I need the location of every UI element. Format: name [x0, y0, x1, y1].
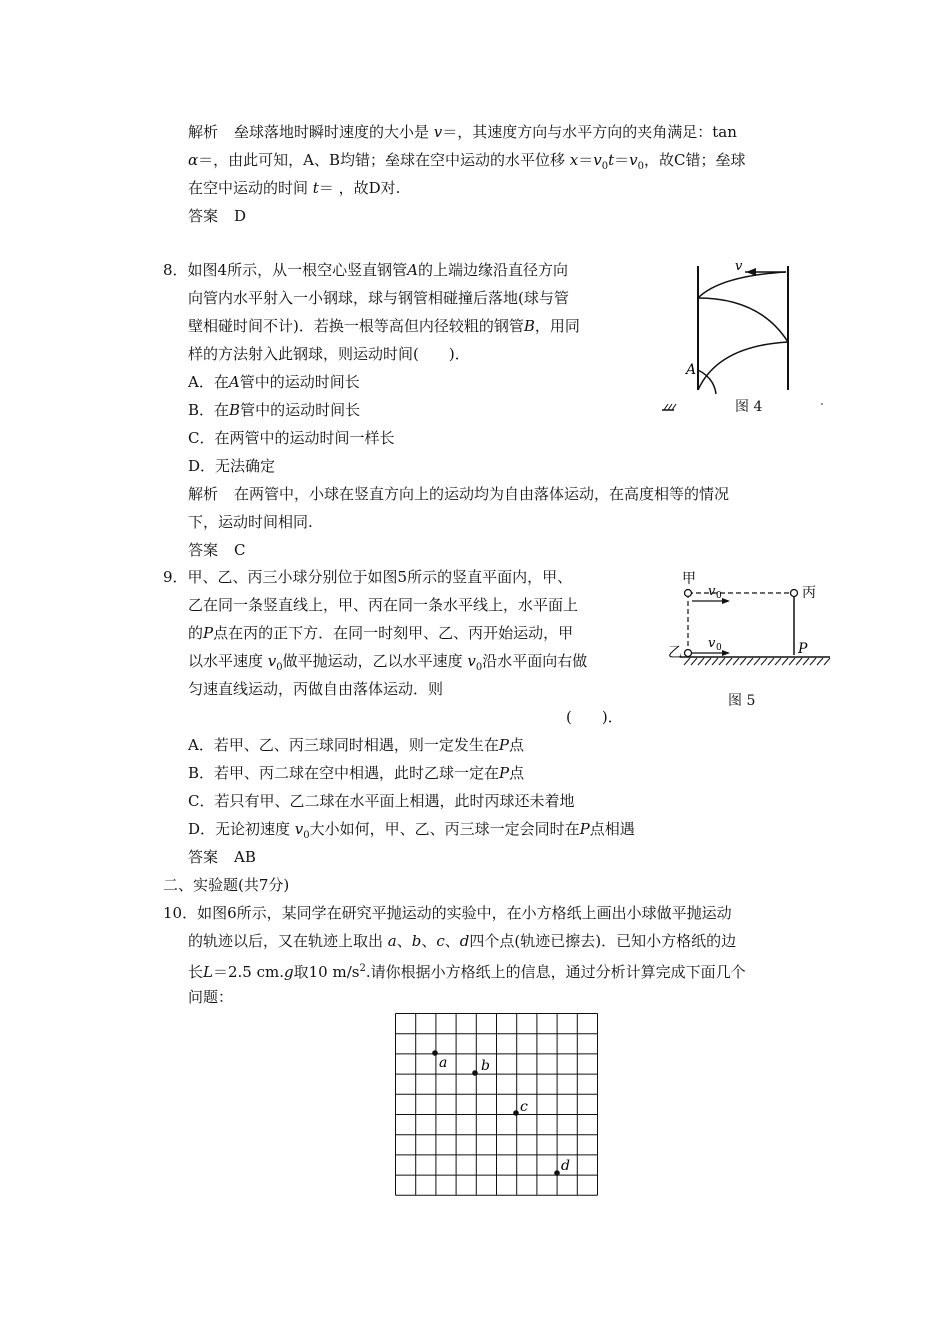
- q8-analysis-line-2: 下，运动时间相同.: [188, 513, 313, 531]
- ground-hatch: [824, 658, 830, 665]
- ground-hatch: [775, 658, 781, 665]
- ground-hatch: [740, 658, 746, 665]
- svg-text:0: 0: [716, 591, 722, 601]
- fig5-jia-label: 甲: [682, 571, 696, 587]
- figure-5-caption: 图 5: [728, 693, 756, 709]
- point-d: [554, 1170, 560, 1176]
- ground-hatch: [698, 658, 704, 665]
- q8-stem-line-4: 样的方法射入此钢球，则运动时间( )．: [188, 345, 470, 363]
- label-d: d: [561, 1158, 570, 1174]
- q9-stem-line-5: 匀速直线运动，丙做自由落体运动．则: [188, 680, 444, 698]
- q8-option-a: A．在A管中的运动时间长: [188, 373, 360, 391]
- ground-hatch: [761, 658, 767, 665]
- q10-stem-line-2: 的轨迹以后，又在轨迹上取出 a、b、c、d四个点(轨迹已擦去)．已知小方格纸的边: [188, 932, 737, 950]
- ground-hatch: [796, 658, 802, 665]
- point-c: [513, 1110, 519, 1116]
- q9-stem-line-3: 的P点在丙的正下方．在同一时刻甲、乙、丙开始运动，甲: [188, 624, 574, 642]
- ground-hatch: [789, 658, 795, 665]
- figure-5-three-balls: [668, 565, 840, 675]
- figure-6-grid: [394, 1013, 600, 1197]
- svg-text:0: 0: [716, 643, 722, 653]
- label-c: c: [520, 1099, 528, 1115]
- fig5-v0-upper: v: [708, 584, 716, 599]
- point-b: [472, 1070, 478, 1076]
- q9-stem-line-4: 以水平速度 $v_0$做平抛运动，乙以水平速度 $v_0$沿水平面向右做: [188, 652, 588, 673]
- q8-answer: 答案 C: [188, 541, 246, 559]
- ground-hatch: [684, 658, 690, 665]
- point-a: [432, 1050, 438, 1056]
- q7-analysis-line-3: 在空中运动的时间 t＝ ，故D对.: [188, 179, 401, 197]
- ground-hatch: [705, 658, 711, 665]
- ground-hatch: [810, 658, 816, 665]
- fig4-a-label: A: [686, 362, 697, 378]
- ground-hatch: [817, 658, 823, 665]
- q9-answer-paren: ( )．: [566, 708, 623, 726]
- fig5-p-label: P: [798, 641, 808, 657]
- q10-stem-line-3: 长L＝2.5 cm.g取10 $m/s^2$.请你根据小方格纸上的信息，通过分析计算完成下面几个: [188, 963, 746, 981]
- q9-option-d: D．无论初速度 $v_0$大小如何，甲、乙、丙三球一定会同时在P点相遇: [188, 820, 635, 841]
- q10-stem-line-1: 10．如图6所示，某同学在研究平抛运动的实验中，在小方格纸上画出小球做平抛运动: [163, 904, 732, 922]
- q8-stem-line-1: 8．如图4所示，从一根空心竖直钢管A的上端边缘沿直径方向: [163, 261, 568, 279]
- q9-option-c: C．若只有甲、乙二球在水平面上相遇，此时丙球还未着地: [188, 792, 575, 810]
- ground-hatch: [712, 658, 718, 665]
- q9-option-b: B．若甲、丙二球在空中相遇，此时乙球一定在P点: [188, 764, 525, 782]
- ground-hatch: [768, 658, 774, 665]
- ground-hatch: [733, 658, 739, 665]
- ground-hatch: [803, 658, 809, 665]
- q8-stem-line-2: 向管内水平射入一小钢球，球与钢管相碰撞后落地(球与管: [188, 289, 569, 307]
- q9-stem-line-2: 乙在同一条竖直线上，甲、丙在同一条水平线上，水平面上: [188, 596, 579, 614]
- q8-option-c: C．在两管中的运动时间一样长: [188, 429, 395, 447]
- section-2-title: 二、实验题(共7分): [163, 876, 290, 894]
- q8-option-b: B．在B管中的运动时间长: [188, 401, 361, 419]
- ground-hatch: [691, 658, 697, 665]
- ground-hatch: [754, 658, 760, 665]
- ground-hatch: [782, 658, 788, 665]
- fig5-v0-lower: v: [708, 636, 716, 651]
- fig5-bing-label: 丙: [802, 585, 816, 601]
- label-a: a: [439, 1055, 448, 1071]
- ground-hatch: [747, 658, 753, 665]
- fig4-v-label: v: [735, 259, 743, 274]
- ground-hatch: [726, 658, 732, 665]
- q9-stem-line-1: 9．甲、乙、丙三小球分别位于如图5所示的竖直平面内，甲、: [163, 568, 573, 586]
- q7-analysis-line-2: α＝，由此可知，A、B均错；垒球在空中运动的水平位移 $x=v_0t=v_0$，故C错；垒球: [188, 151, 746, 172]
- q10-stem-line-4: 问题：: [188, 988, 234, 1006]
- q8-stem-line-3: 壁相碰时间不计)．若换一根等高但内径较粗的钢管B，用同: [188, 317, 580, 335]
- figure-4-steel-tube: [660, 258, 830, 418]
- q8-analysis-line-1: 解析 在两管中，小球在竖直方向上的运动均为自由落体运动，在高度相等的情况: [188, 485, 730, 503]
- fig5-yi-label: 乙: [668, 645, 682, 661]
- q9-answer: 答案 AB: [188, 848, 256, 866]
- q9-option-a: A．若甲、乙、丙三球同时相遇，则一定发生在P点: [188, 736, 524, 754]
- figure-4-caption: 图 4: [735, 399, 763, 415]
- q8-option-d: D．无法确定: [188, 457, 276, 475]
- q7-analysis-line-1: 解析 垒球落地时瞬时速度的大小是 v＝，其速度方向与水平方向的夹角满足：tan: [188, 123, 737, 141]
- ground-hatch: [719, 658, 725, 665]
- q7-answer: 答案 D: [188, 207, 247, 225]
- label-b: b: [481, 1058, 490, 1074]
